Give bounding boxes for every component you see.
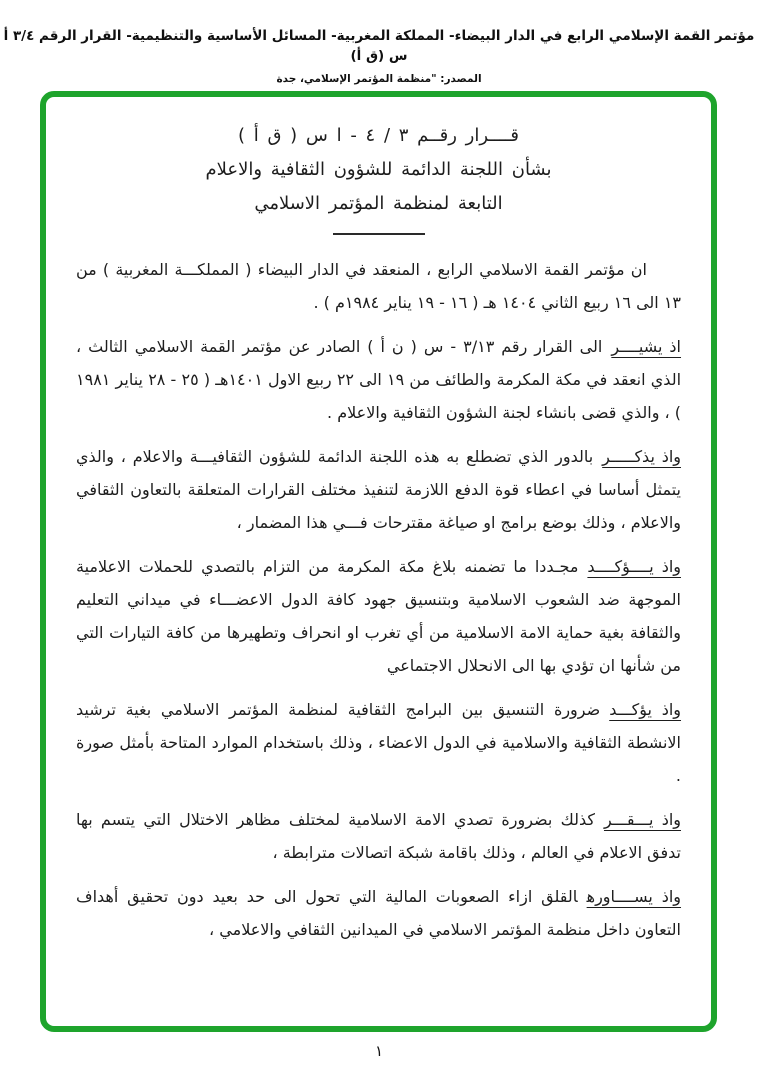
resolution-paragraph <box>76 803 681 869</box>
paragraph-lead: واذ يســــاوره <box>586 887 682 906</box>
paragraph-lead: واذ يذكـــــر <box>602 447 681 466</box>
resolution-paragraph <box>76 693 681 792</box>
paragraph-text: كذلك بضرورة تصدي الامة الاسلامية لمختلف مظاهر الاختلال التي يتسم بها تدفق الاعلام في العالم ، وذلك باقامة شبكة اتصالات مترابطة ، <box>76 810 681 862</box>
resolution-title-line-1: قــــرار رقــم ٣ / ٤ - ا س ( ق أ ) <box>238 125 519 146</box>
resolution-paragraph <box>76 330 681 429</box>
paragraph-lead: واذ يــــؤكــــد <box>587 557 681 576</box>
page-number: ١ <box>374 1042 384 1060</box>
resolution-title-line-2: بشأن اللجنة الدائمة للشؤون الثقافية والاعلام <box>205 159 552 180</box>
paragraph-lead: اذ يشيــــر <box>611 337 682 356</box>
page-header-source: المصدر: "منظمة المؤتمر الإسلامي، جدة <box>276 73 482 85</box>
resolution-paragraph <box>76 440 681 539</box>
paragraph-text: ان مؤتمر القمة الاسلامي الرابع ، المنعقد في الدار البيضاء ( المملكـــة المغربية ) من ١٣ الى ١٦ ربيع الثاني ١٤٠٤ هـ ( ١٦ - ١٩ يناير ١٩٨٤م ) . <box>76 260 681 312</box>
resolution-document <box>76 119 681 946</box>
resolution-paragraph <box>76 253 681 319</box>
paragraph-lead: واذ يـــقـــر <box>603 810 681 829</box>
resolution-title-line-3: التابعة لمنظمة المؤتمر الاسلامي <box>254 193 503 214</box>
document-frame <box>40 91 717 1032</box>
resolution-paragraph <box>76 880 681 946</box>
page-header <box>0 0 758 85</box>
title-divider <box>333 233 425 235</box>
paragraph-lead: واذ يؤكـــد <box>609 700 682 719</box>
paragraph-text: بالدور الذي تضطلع به هذه اللجنة الدائمة للشؤون الثقافيـــة والاعلام ، والذي يتمثل أساسا في اعطاء قوة الدفع اللازمة لتنفيذ مختلف القرارات المتعلقة بالتعاون الثقافي والاعلام ، وذلك بوضع برامج او صياغة مقترحات فـــي هذا المضمار ، <box>76 447 681 532</box>
resolution-paragraph <box>76 550 681 682</box>
paragraph-text: ضرورة التنسيق بين البرامج الثقافية لمنظمة المؤتمر الاسلامي بغية ترشيد الانشطة الثقافية والاسلامية في الدول الاعضاء ، وذلك باستخدام الموارد المتاحة بأمثل صورة . <box>76 700 681 785</box>
resolution-body <box>76 253 681 946</box>
page-header-title: مؤتمر القمة الإسلامي الرابع في الدار البيضاء- المملكة المغربية- المسائل الأساسية والتنظيمية- القرار الرقم ٣/٤ أ س (ق أ) <box>3 28 755 64</box>
resolution-title-block <box>76 119 681 221</box>
paragraph-text: القلق ازاء الصعوبات المالية التي تحول الى حد بعيد دون تحقيق أهداف التعاون داخل منظمة المؤتمر الاسلامي في الميدانين الثقافي والاعلامي ، <box>76 887 681 939</box>
paragraph-text: الى القرار رقم ٣/١٣ - س ( ن أ ) الصادر عن مؤتمر القمة الاسلامي الثالث ، الذي انعقد في مكة المكرمة والطائف من ١٩ الى ٢٢ ربيع الاول ١٤٠١هـ ( ٢٥ - ٢٨ يناير ١٩٨١ ) ، والذي قضى بانشاء لجنة الشؤون الثقافية والاعلام . <box>76 337 682 422</box>
paragraph-text: مجـددا ما تضمنه بلاغ مكة المكرمة من التزام بالتصدي للحملات الاعلامية الموجهة ضد الشعوب الاسلامية وبتنسيق جهود كافة الدول الاعضـــاء في ميداني التعليم والثقافة بغية حماية الامة الاسلامية من أي تغرب او انحراف وتطهيرها من كافة التيارات التي من شأنها ان تؤدي بها الى الانحلال الاجتماعي <box>76 557 681 675</box>
